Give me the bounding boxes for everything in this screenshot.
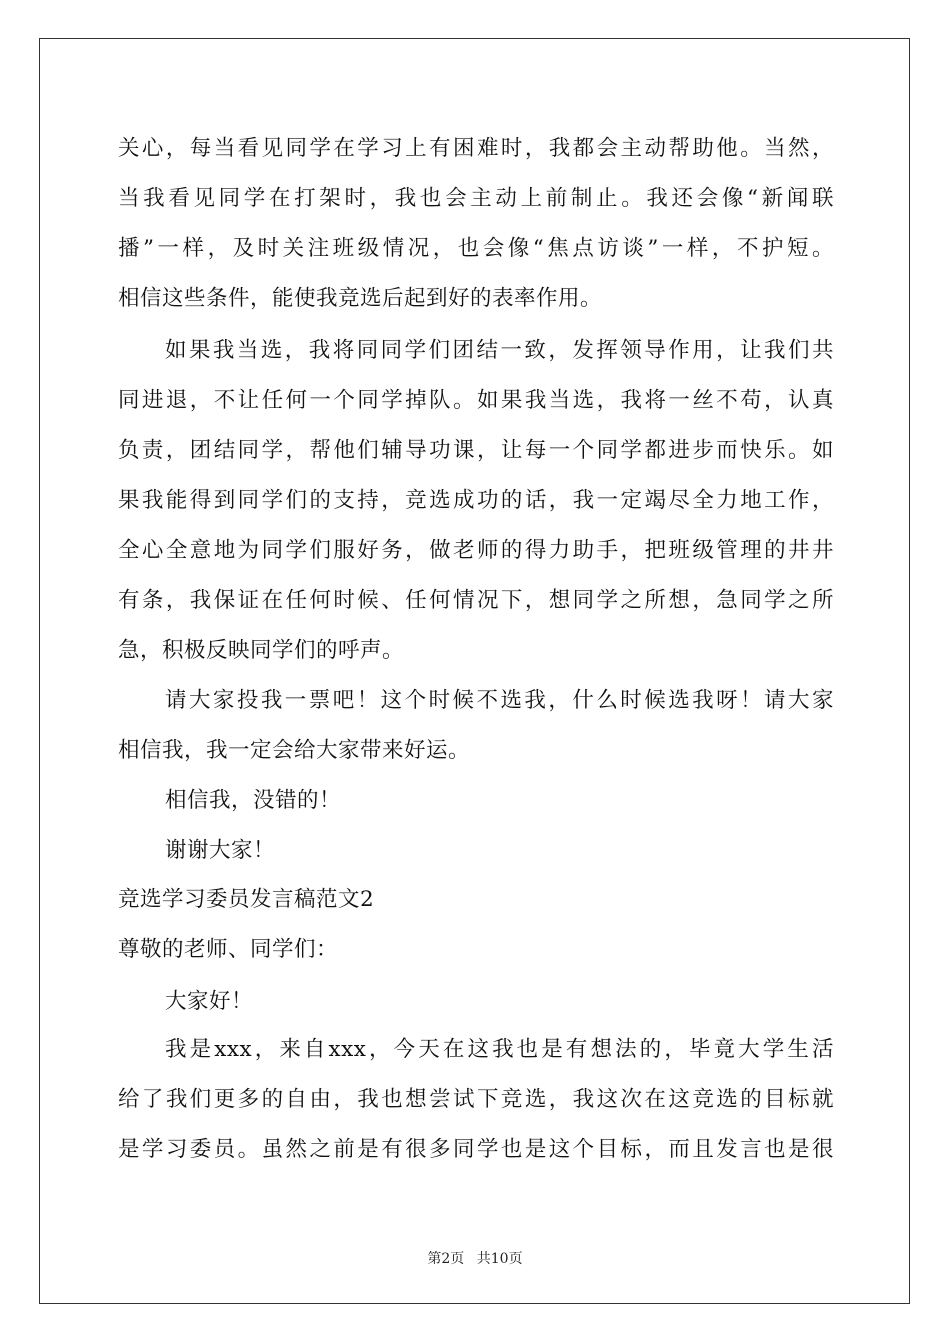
page-footer (0, 1248, 950, 1268)
text-line: 我是xxx，来自xxx，今天在这我也是有想法的，毕竟大学生活 (165, 1037, 834, 1062)
text-line: 果我能得到同学们的支持，竞选成功的话，我一定竭尽全力地工作， (118, 488, 834, 513)
text-line: 相信我，我一定会给大家带来好运。 (118, 738, 471, 763)
text-line: 同进退，不让任何一个同学掉队。如果我当选，我将一丝不苟，认真 (118, 388, 834, 413)
text-line: 急，积极反映同学们的呼声。 (118, 638, 405, 663)
text-line: 谢谢大家！ (165, 838, 276, 863)
page-total: 共10页 (476, 1251, 523, 1267)
text-line: 如果我当选，我将同同学们团结一致，发挥领导作用，让我们共 (165, 338, 834, 363)
text-line: 请大家投我一票吧！这个时候不选我，什么时候选我呀！请大家 (165, 688, 834, 713)
text-line: 给了我们更多的自由，我也想尝试下竞选，我这次在这竞选的目标就 (118, 1087, 834, 1112)
text-line: 负责，团结同学，帮他们辅导功课，让每一个同学都进步而快乐。如 (118, 438, 834, 463)
text-line: 当我看见同学在打架时，我也会主动上前制止。我还会像“新闻联 (118, 186, 834, 211)
section-heading: 竞选学习委员发言稿范文2 (118, 887, 375, 912)
text-line: 关心，每当看见同学在学习上有困难时，我都会主动帮助他。当然， (118, 136, 834, 161)
text-line: 播”一样，及时关注班级情况，也会像“焦点访谈”一样，不护短。 (118, 236, 834, 261)
greeting: 大家好！ (165, 989, 254, 1014)
page-number: 第2页 (427, 1251, 465, 1267)
text-line: 全心全意地为同学们服好务，做老师的得力助手，把班级管理的井井 (118, 538, 834, 563)
salutation: 尊敬的老师、同学们： (118, 937, 339, 962)
text-line: 是学习委员。虽然之前是有很多同学也是这个目标，而且发言也是很 (118, 1137, 834, 1162)
text-line: 有条，我保证在任何时候、任何情况下，想同学之所想，急同学之所 (118, 588, 834, 613)
text-line: 相信我，没错的！ (165, 788, 342, 813)
text-line: 相信这些条件，能使我竞选后起到好的表率作用。 (118, 286, 603, 311)
